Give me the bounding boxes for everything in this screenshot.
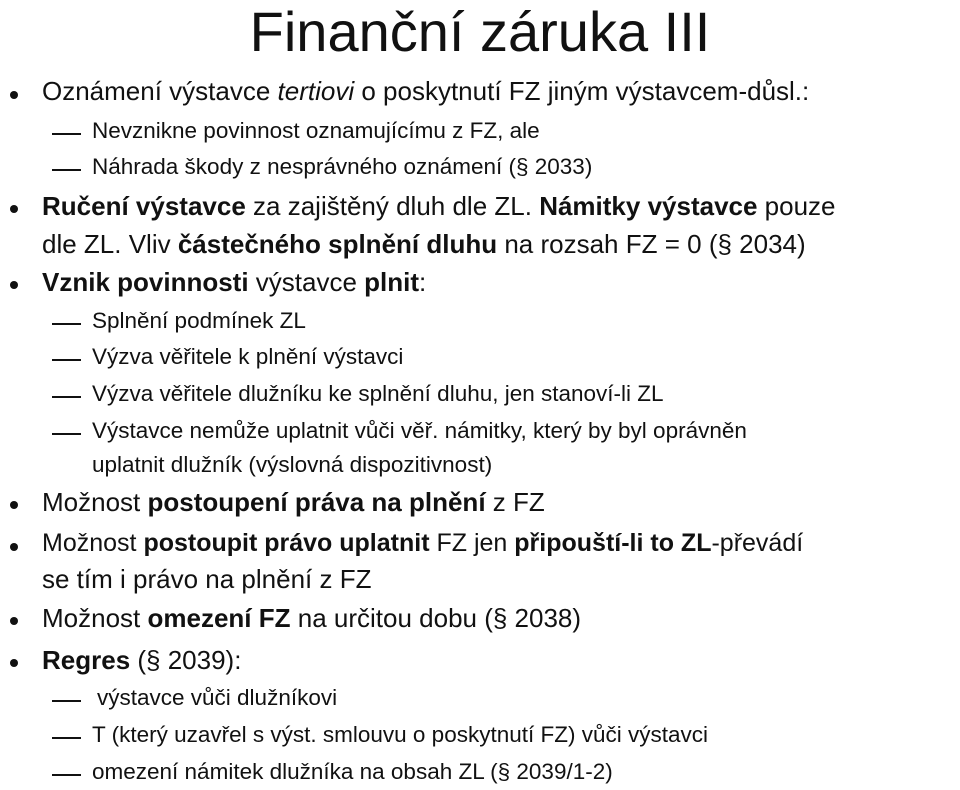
bullet-dot bbox=[10, 617, 18, 625]
text-run: pouze bbox=[757, 191, 836, 221]
sub-bullet-1-2: Náhrada škody z nesprávného oznámení (§ 2033) bbox=[92, 154, 593, 179]
slide-title: Finanční záruka III bbox=[249, 0, 711, 63]
sub-bullet-dash bbox=[52, 774, 81, 776]
bullet-1-text bbox=[42, 76, 809, 107]
bold-run: postoupit právo uplatnit bbox=[143, 529, 430, 557]
sub-bullet-dash bbox=[52, 133, 81, 135]
text-run: Oznámení výstavce bbox=[42, 76, 278, 106]
sub-bullet-dash bbox=[52, 359, 81, 361]
text-run: výstavce bbox=[248, 267, 365, 297]
sub-bullet-7-1: výstavce vůči dlužníkovi bbox=[97, 685, 338, 710]
bullet-2-line-1 bbox=[42, 191, 836, 222]
bullet-5-line-2: se tím i právo na plnění z FZ bbox=[42, 564, 372, 594]
bullet-5-line-1 bbox=[42, 529, 803, 558]
bullet-dot bbox=[10, 91, 18, 99]
bullet-4-text bbox=[42, 487, 545, 518]
sub-bullet-dash bbox=[52, 169, 81, 171]
sub-bullet-3-4-line-2: uplatnit dlužník (výslovná dispozitivnost) bbox=[92, 452, 493, 477]
bold-run: Námitky výstavce bbox=[539, 191, 758, 221]
bold-run: částečného splnění dluhu bbox=[177, 229, 498, 259]
sub-bullet-1-1: Nevznikne povinnost oznamujícímu z FZ, ale bbox=[92, 118, 540, 143]
bullet-3-text bbox=[42, 267, 426, 298]
text-run: na rozsah FZ = 0 (§ 2034) bbox=[497, 229, 806, 259]
sub-bullet-dash bbox=[52, 700, 81, 702]
italic-run: tertiovi bbox=[277, 76, 355, 106]
bold-run: plnit bbox=[364, 267, 420, 297]
sub-bullet-dash bbox=[52, 396, 81, 398]
text-run: -převádí bbox=[711, 529, 804, 557]
text-run: o poskytnutí FZ jiným výstavcem-důsl.: bbox=[354, 76, 810, 106]
text-run: dle ZL. Vliv bbox=[42, 229, 178, 259]
sub-bullet-3-4-line-1: Výstavce nemůže uplatnit vůči věř. námitky, který by byl oprávněn bbox=[92, 418, 747, 443]
text-run: na určitou dobu (§ 2038) bbox=[290, 603, 582, 633]
bold-run: Regres bbox=[42, 645, 131, 675]
sub-bullet-7-2: T (který uzavřel s výst. smlouvu o poskytnutí FZ) vůči výstavci bbox=[92, 722, 708, 747]
text-run: FZ jen bbox=[429, 529, 515, 557]
bullet-6-text bbox=[42, 603, 581, 634]
text-run: Možnost bbox=[42, 529, 144, 557]
bold-run: Ručení výstavce bbox=[42, 191, 246, 221]
text-run: (§ 2039): bbox=[130, 645, 242, 675]
bold-run: připouští-li to ZL bbox=[514, 529, 712, 557]
bullet-2-line-2 bbox=[42, 229, 806, 260]
sub-bullet-3-2: Výzva věřitele k plnění výstavci bbox=[92, 344, 404, 369]
bold-run: omezení FZ bbox=[147, 603, 291, 633]
sub-bullet-dash bbox=[52, 433, 81, 435]
bullet-dot bbox=[10, 659, 18, 667]
bullet-7-text bbox=[42, 645, 241, 676]
text-run: : bbox=[419, 267, 427, 297]
sub-bullet-7-3: omezení námitek dlužníka na obsah ZL (§ 2039/1-2) bbox=[92, 759, 613, 784]
bullet-dot bbox=[10, 205, 18, 213]
bold-run: Vznik povinnosti bbox=[42, 267, 249, 297]
sub-bullet-dash bbox=[52, 737, 81, 739]
text-run: Možnost bbox=[42, 603, 148, 633]
sub-bullet-3-1: Splnění podmínek ZL bbox=[92, 308, 306, 333]
bold-run: postoupení práva na plnění bbox=[147, 487, 486, 517]
bullet-dot bbox=[10, 501, 18, 509]
text-run: Možnost bbox=[42, 487, 148, 517]
text-run: za zajištěný dluh dle ZL. bbox=[245, 191, 540, 221]
bullet-dot bbox=[10, 543, 18, 551]
sub-bullet-dash bbox=[52, 323, 81, 325]
sub-bullet-3-3: Výzva věřitele dlužníku ke splnění dluhu, jen stanoví-li ZL bbox=[92, 381, 664, 406]
text-run: z FZ bbox=[485, 487, 545, 517]
bullet-dot bbox=[10, 281, 18, 289]
